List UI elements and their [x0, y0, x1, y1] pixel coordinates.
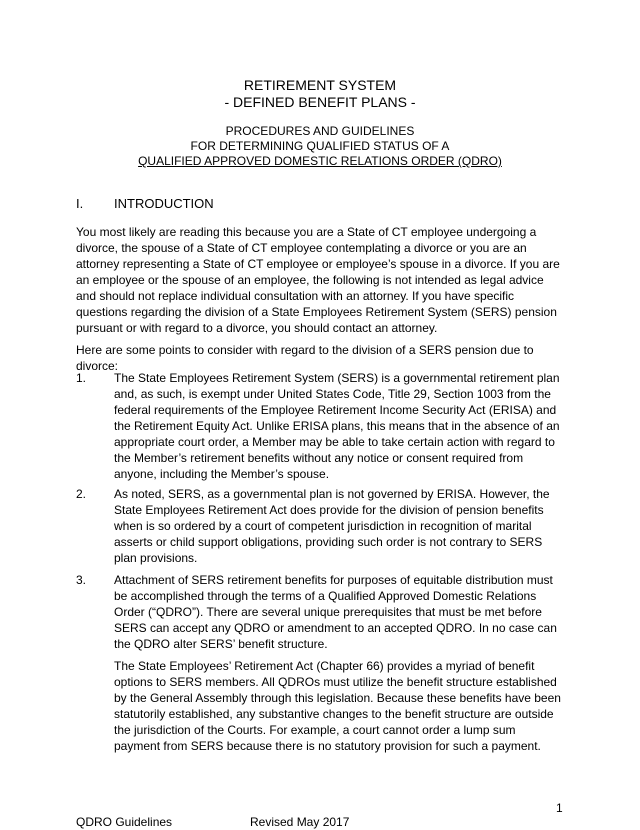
list-item-text: As noted, SERS, as a governmental plan is not governed by ERISA. However, the State Employees Retirement Act does provide for the division of pension benefits when is so ordered by a court of competent jurisdiction in recognition of marital asserts or child support obligations, providing such order is not contrary to SERS plan provisions. [114, 487, 550, 565]
list-item-number: 2. [76, 487, 87, 501]
document-subtitle-line2: FOR DETERMINING QUALIFIED STATUS OF A [190, 139, 450, 153]
footer-document-name: QDRO Guidelines [76, 815, 173, 829]
section-heading [76, 196, 214, 212]
footer-revision-date: Revised May 2017 [250, 815, 350, 829]
list-item-number: 3. [76, 573, 87, 587]
list-item-text: The State Employees Retirement System (SERS) is a governmental retirement plan and, as such, is exempt under United States Code, Title 29, Section 1003 from the federal requirements of the Employee Retirement Income Security Act (ERISA) and the Retirement Equity Act. Unlike ERISA plans, this means that in the absence of an appropriate court order, a Member may be able to take certain action with regard to the Member’s retirement benefits without any notice or consent required from anyone, including the Member’s spouse. [114, 371, 560, 481]
document-subtitle-line3: QUALIFIED APPROVED DOMESTIC RELATIONS ORDER (QDRO) [138, 154, 502, 168]
document-title-line2: - DEFINED BENEFIT PLANS - [224, 94, 416, 110]
page-number: 1 [556, 801, 563, 815]
document-subtitle-line1: PROCEDURES AND GUIDELINES [225, 124, 415, 138]
list-item-3-sub-paragraph: The State Employees’ Retirement Act (Chapter 66) provides a myriad of benefit options to SERS members. All QDROs must utilize the benefit structure established by the General Assembly through this legislation. Because these benefits have been statutorily established, any substantive changes to the benefit structure are outside the jurisdiction of the Courts. For example, a court cannot order a lump sum payment from SERS because there is no statutory provision for such a payment. [114, 659, 561, 753]
section-number: I. [76, 196, 84, 211]
section-title: INTRODUCTION [114, 196, 214, 211]
points-intro-paragraph: Here are some points to consider with regard to the division of a SERS pension due to divorce: [76, 343, 534, 373]
document-title-line1: RETIREMENT SYSTEM [243, 77, 397, 93]
intro-paragraph: You most likely are reading this because you are a State of CT employee undergoing a divorce, the spouse of a State of CT employee contemplating a divorce or you are an attorney representing a State of CT employee or employee’s spouse in a divorce. If you are an employee or the spouse of an employee, the following is not intended as legal advice and should not replace individual consultation with an attorney. If you have specific questions regarding the division of a State Employees Retirement System (SERS) pension pursuant or with regard to a divorce, you should contact an attorney. [76, 225, 560, 335]
list-item-text: Attachment of SERS retirement benefits for purposes of equitable distribution must be accomplished through the terms of a Qualified Approved Domestic Relations Order (“QDRO”). There are several unique prerequisites that must be met before SERS can accept any QDRO or amendment to an accepted QDRO. In no case can the QDRO alter SERS’ benefit structure. [114, 573, 557, 651]
list-item-number: 1. [76, 371, 87, 385]
